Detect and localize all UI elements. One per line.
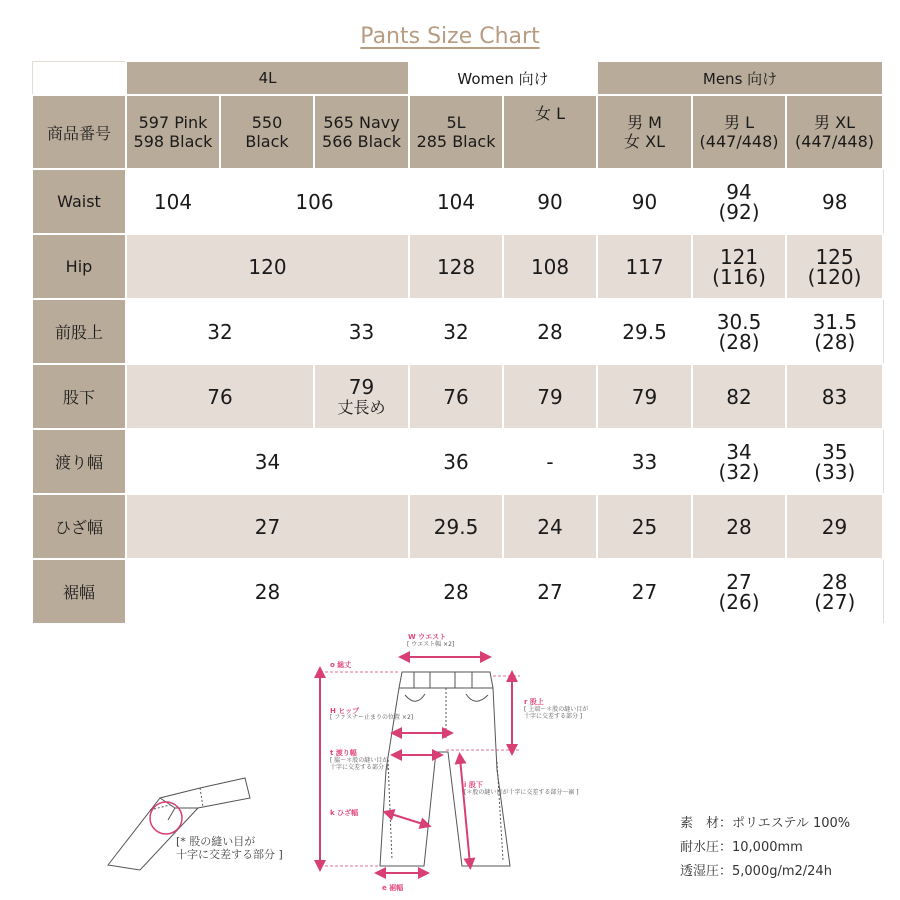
cell: 90 (597, 169, 692, 234)
thigh-note-2: 十字に交差する部分 ] (330, 764, 389, 771)
spec-material: 素 材：ポリエステル 100% (680, 816, 851, 831)
header-col-4: 5L 285 Black (409, 95, 503, 169)
zoom-caption: [* 股の縫い目が 十字に交差する部分 ] (176, 835, 283, 861)
cell: 25 (597, 494, 692, 559)
cell: 79 (597, 364, 692, 429)
cell: 28 (126, 559, 409, 624)
inseam-note: [＊股の縫い目が十字に交差する部分～裾 ] (464, 789, 579, 796)
waist-label: W ウエスト (408, 633, 447, 641)
cell: 29 (786, 494, 883, 559)
row-thigh (32, 429, 883, 494)
cell: 108 (503, 234, 597, 299)
cell: 28 (503, 299, 597, 364)
row-label: Waist (32, 169, 126, 234)
cell: 27 (26) (692, 559, 786, 624)
cell: 35 (33) (786, 429, 883, 494)
waist-note: [ ウエスト幅 ×2] (407, 641, 455, 648)
row-label: ひざ幅 (32, 494, 126, 559)
pants-outline (380, 672, 510, 866)
spec-breathability: 透湿圧：5,000g/m2/24h (680, 864, 832, 879)
row-label: 前股上 (32, 299, 126, 364)
rise-label: r 股上 (524, 698, 544, 706)
cell: 98 (786, 169, 883, 234)
thigh-label: t 渡り幅 (330, 749, 357, 757)
rise-note-2: 十字に交差する部分 ] (524, 713, 583, 720)
group-row (32, 61, 883, 95)
zoom-circle (150, 802, 182, 834)
cell: 117 (597, 234, 692, 299)
row-waist (32, 169, 883, 234)
row-label: Hip (32, 234, 126, 299)
header-col-3: 565 Navy 566 Black (314, 95, 409, 169)
corner-cell (32, 61, 126, 95)
row-hem (32, 559, 883, 624)
hem-label: e 裾幅 (382, 884, 404, 892)
cell: 128 (409, 234, 503, 299)
header-col-5: 女 L (503, 95, 597, 169)
cell: 28 (27) (786, 559, 883, 624)
row-label: 渡り幅 (32, 429, 126, 494)
cell: 76 (409, 364, 503, 429)
header-row (32, 95, 883, 169)
cell: 28 (692, 494, 786, 559)
group-mens: Mens 向け (597, 61, 883, 95)
row-knee (32, 494, 883, 559)
cell: 83 (786, 364, 883, 429)
header-col-8: 男 XL (447/448) (786, 95, 883, 169)
cell: 82 (692, 364, 786, 429)
header-col-7: 男 L (447/448) (692, 95, 786, 169)
cell: 27 (126, 494, 409, 559)
inseam-label: i 股下 (464, 781, 483, 789)
thigh-note-1: [ 脇～＊股の縫い目が (330, 757, 389, 764)
cell: 79 丈長め (314, 364, 409, 429)
row-label: 裾幅 (32, 559, 126, 624)
cell: 104 (409, 169, 503, 234)
cell: 32 (126, 299, 314, 364)
cell: 94 (92) (692, 169, 786, 234)
cell: 30.5 (28) (692, 299, 786, 364)
material-specs (680, 812, 850, 884)
cell: 106 (220, 169, 409, 234)
knee-label: k ひざ幅 (330, 809, 359, 817)
cell: - (503, 429, 597, 494)
cell: 121 (116) (692, 234, 786, 299)
row-inseam (32, 364, 883, 429)
hip-label: H ヒップ (330, 707, 360, 715)
cell: 120 (126, 234, 409, 299)
cell: 90 (503, 169, 597, 234)
row-front-rise (32, 299, 883, 364)
length-label: o 総丈 (330, 661, 352, 669)
cell: 33 (314, 299, 409, 364)
cell: 29.5 (409, 494, 503, 559)
cell: 33 (597, 429, 692, 494)
cell: 36 (409, 429, 503, 494)
cell: 27 (597, 559, 692, 624)
chart-title: Pants Size Chart (360, 24, 540, 49)
cell: 104 (126, 169, 220, 234)
cell: 76 (126, 364, 314, 429)
header-col-2: 550 Black (220, 95, 314, 169)
header-col-1: 597 Pink 598 Black (126, 95, 220, 169)
cell: 34 (32) (692, 429, 786, 494)
cell: 34 (126, 429, 409, 494)
row-hip (32, 234, 883, 299)
rise-note-1: [ 上端～＊股の縫い目が (524, 706, 589, 713)
group-4l: 4L (126, 61, 409, 95)
cell: 31.5 (28) (786, 299, 883, 364)
group-women: Women 向け (409, 61, 597, 95)
cell: 32 (409, 299, 503, 364)
cell: 24 (503, 494, 597, 559)
size-table (31, 60, 884, 625)
hip-note: [ ファスナー止まりの位置 ×2] (330, 714, 414, 721)
row-label: 股下 (32, 364, 126, 429)
cell: 28 (409, 559, 503, 624)
header-label: 商品番号 (32, 95, 126, 169)
spec-waterproof: 耐水圧：10,000mm (680, 840, 803, 855)
cell: 29.5 (597, 299, 692, 364)
cell: 125 (120) (786, 234, 883, 299)
header-col-6: 男 M 女 XL (597, 95, 692, 169)
cell: 79 (503, 364, 597, 429)
cell: 27 (503, 559, 597, 624)
